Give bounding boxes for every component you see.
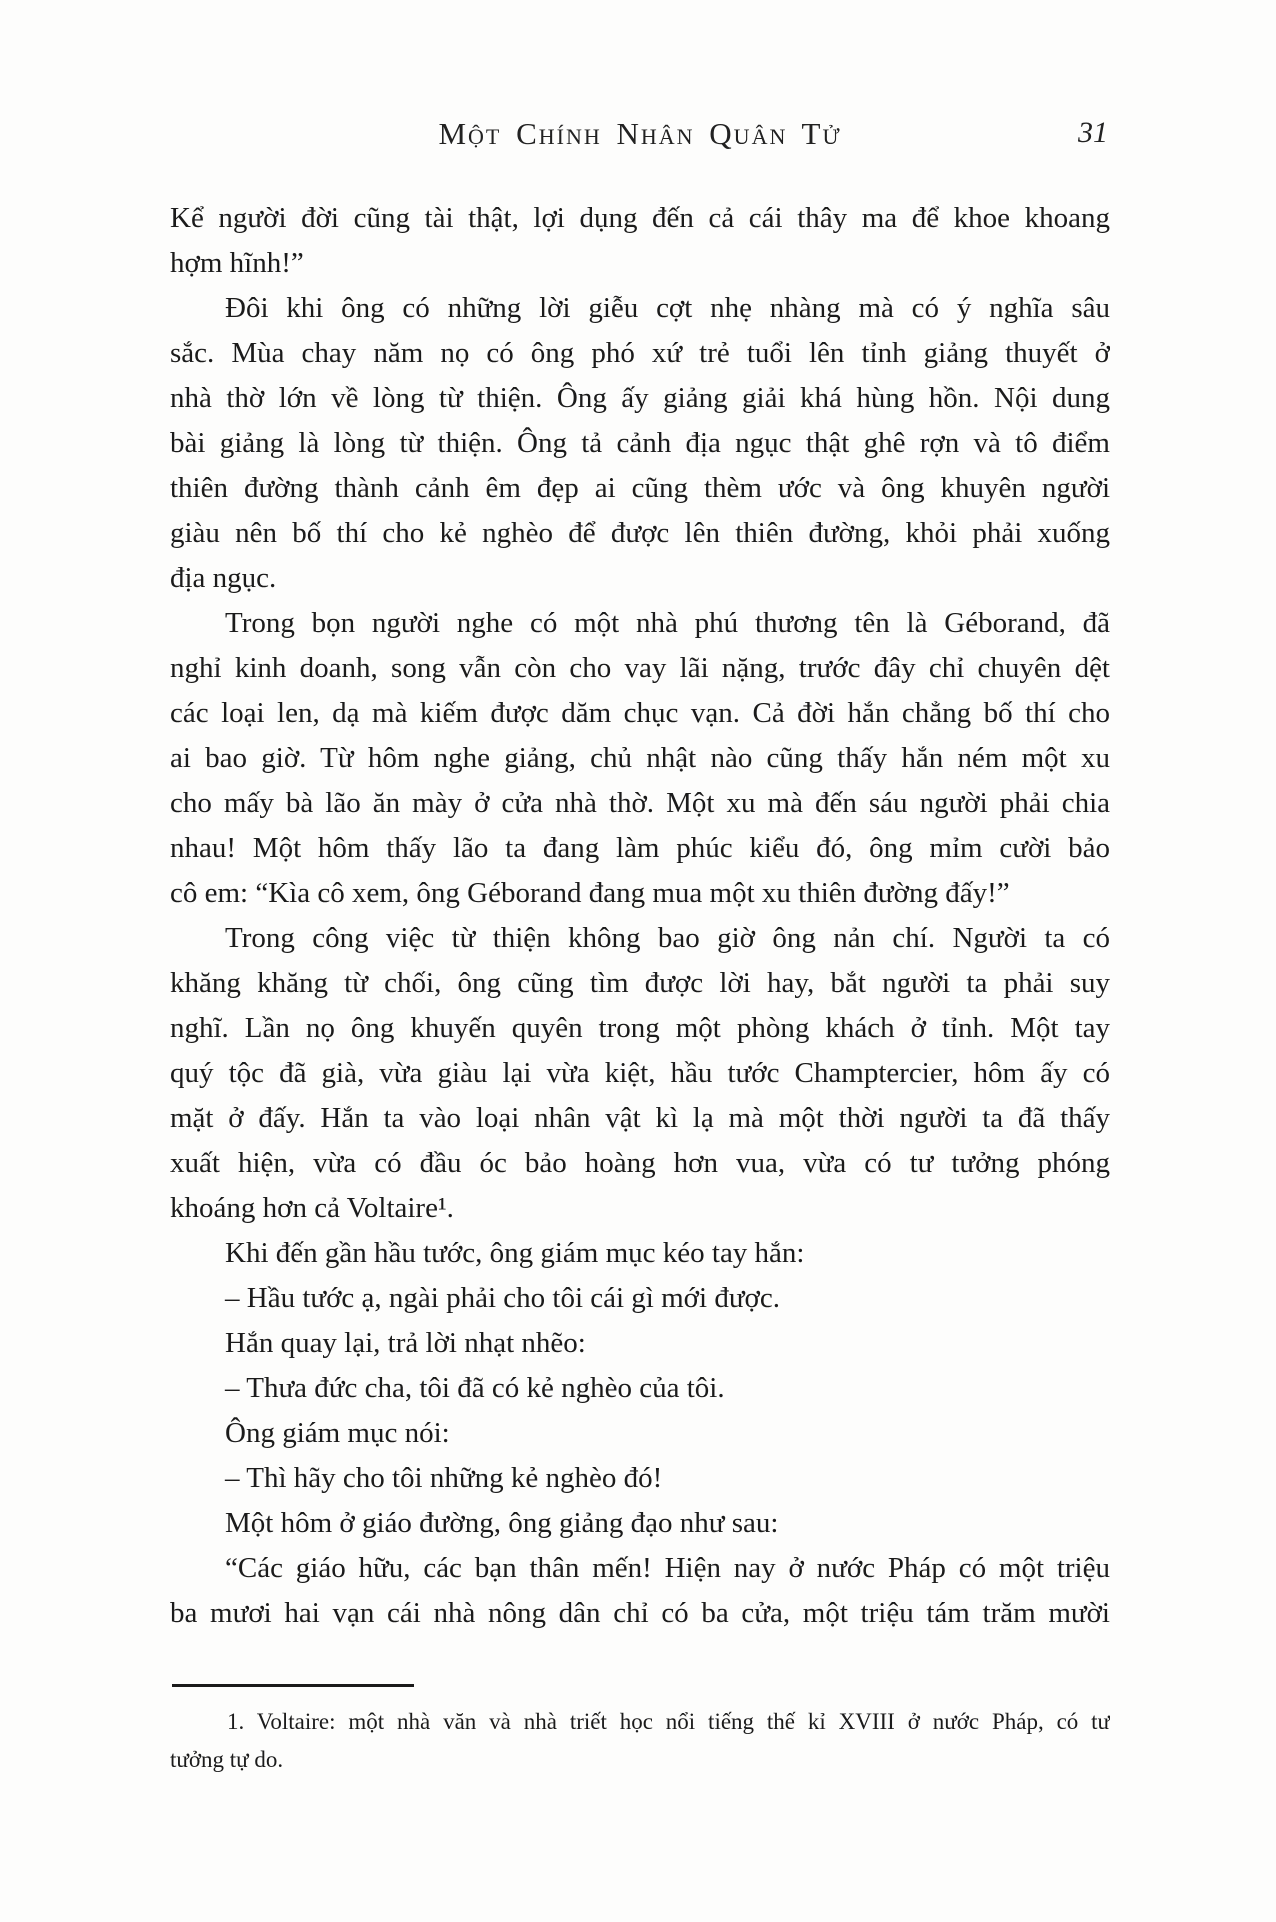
text-line: các loại len, dạ mà kiếm được dăm chục vạn. Cả đời hắn chẳng bố thí cho [170,697,1110,729]
text-line: nghỉ kinh doanh, song vẫn còn cho vay lãi nặng, trước đây chỉ chuyên dệt [170,652,1110,684]
paragraph [170,1546,1110,1636]
text-line: nghĩ. Lần nọ ông khuyến quyên trong một phòng khách ở tỉnh. Một tay [170,1012,1110,1044]
text-line: thiên đường thành cảnh êm đẹp ai cũng thèm ước và ông khuyên người [170,472,1110,504]
text-line: Ông giám mục nói: [225,1417,450,1449]
text-line: – Thưa đức cha, tôi đã có kẻ nghèo của tôi. [225,1372,725,1404]
text-line: – Hầu tước ạ, ngài phải cho tôi cái gì mới được. [225,1282,780,1314]
paragraph [170,916,1110,1231]
footnote [170,1703,1110,1779]
text-line: nhau! Một hôm thấy lão ta đang làm phúc kiểu đó, ông mỉm cười bảo [170,832,1110,864]
text-line: nhà thờ lớn về lòng từ thiện. Ông ấy giảng giải khá hùng hồn. Nội dung [170,382,1110,414]
paragraph [170,1456,1110,1501]
running-header [170,116,1110,160]
text-line: Đôi khi ông có những lời giễu cợt nhẹ nhàng mà có ý nghĩa sâu [225,292,1110,324]
paragraph [170,1411,1110,1456]
text-line: mặt ở đấy. Hắn ta vào loại nhân vật kì lạ mà một thời người ta đã thấy [170,1102,1110,1134]
text-line: – Thì hãy cho tôi những kẻ nghèo đó! [225,1462,663,1494]
text-line: giàu nên bố thí cho kẻ nghèo để được lên thiên đường, khỏi phải xuống [170,517,1110,549]
page-number: 31 [1078,116,1108,149]
page-body [170,196,1110,1636]
text-line: ba mươi hai vạn cái nhà nông dân chỉ có ba cửa, một triệu tám trăm mười [170,1597,1110,1629]
text-line: địa ngục. [170,562,277,594]
paragraph [170,1321,1110,1366]
chapter-title: Một Chính Nhân Quân Tử [438,116,842,151]
footnote-divider [172,1684,414,1687]
text-line: khăng khăng từ chối, ông cũng tìm được lời hay, bắt người ta phải suy [170,967,1110,999]
text-line: ai bao giờ. Từ hôm nghe giảng, chủ nhật nào cũng thấy hắn ném một xu [170,742,1110,774]
text-line: xuất hiện, vừa có đầu óc bảo hoàng hơn vua, vừa có tư tưởng phóng [170,1147,1110,1179]
text-line: Hắn quay lại, trả lời nhạt nhẽo: [225,1327,586,1359]
text-line: Một hôm ở giáo đường, ông giảng đạo như sau: [225,1507,779,1539]
footnote-line: 1. Voltaire: một nhà văn và nhà triết học nổi tiếng thế kỉ XVIII ở nước Pháp, có tư [227,1709,1110,1734]
text-line: Trong công việc từ thiện không bao giờ ông nản chí. Người ta có [225,922,1110,954]
text-line: bài giảng là lòng từ thiện. Ông tả cảnh địa ngục thật ghê rợn và tô điểm [170,427,1110,459]
text-line: quý tộc đã già, vừa giàu lại vừa kiệt, hầu tước Champtercier, hôm ấy có [170,1057,1110,1089]
paragraph [170,1231,1110,1276]
text-line: sắc. Mùa chay năm nọ có ông phó xứ trẻ tuổi lên tỉnh giảng thuyết ở [170,337,1110,369]
paragraph [170,1501,1110,1546]
text-line: Kể người đời cũng tài thật, lợi dụng đến cả cái thây ma để khoe khoang [170,202,1110,234]
text-line: “Các giáo hữu, các bạn thân mến! Hiện nay ở nước Pháp có một triệu [225,1552,1110,1584]
text-line: cô em: “Kìa cô xem, ông Géborand đang mua một xu thiên đường đấy!” [170,877,1010,909]
text-line: hợm hĩnh!” [170,247,304,279]
footnote-line: tưởng tự do. [170,1747,284,1772]
text-line: Trong bọn người nghe có một nhà phú thương tên là Géborand, đã [225,607,1110,639]
paragraph [170,286,1110,601]
paragraph [170,196,1110,286]
text-line: khoáng hơn cả Voltaire¹. [170,1192,454,1224]
text-line: cho mấy bà lão ăn mày ở cửa nhà thờ. Một xu mà đến sáu người phải chia [170,787,1110,819]
footnote-section [170,1684,1110,1779]
paragraph [170,601,1110,916]
text-line: Khi đến gần hầu tước, ông giám mục kéo tay hắn: [225,1237,805,1269]
paragraph [170,1276,1110,1321]
paragraph [170,1366,1110,1411]
